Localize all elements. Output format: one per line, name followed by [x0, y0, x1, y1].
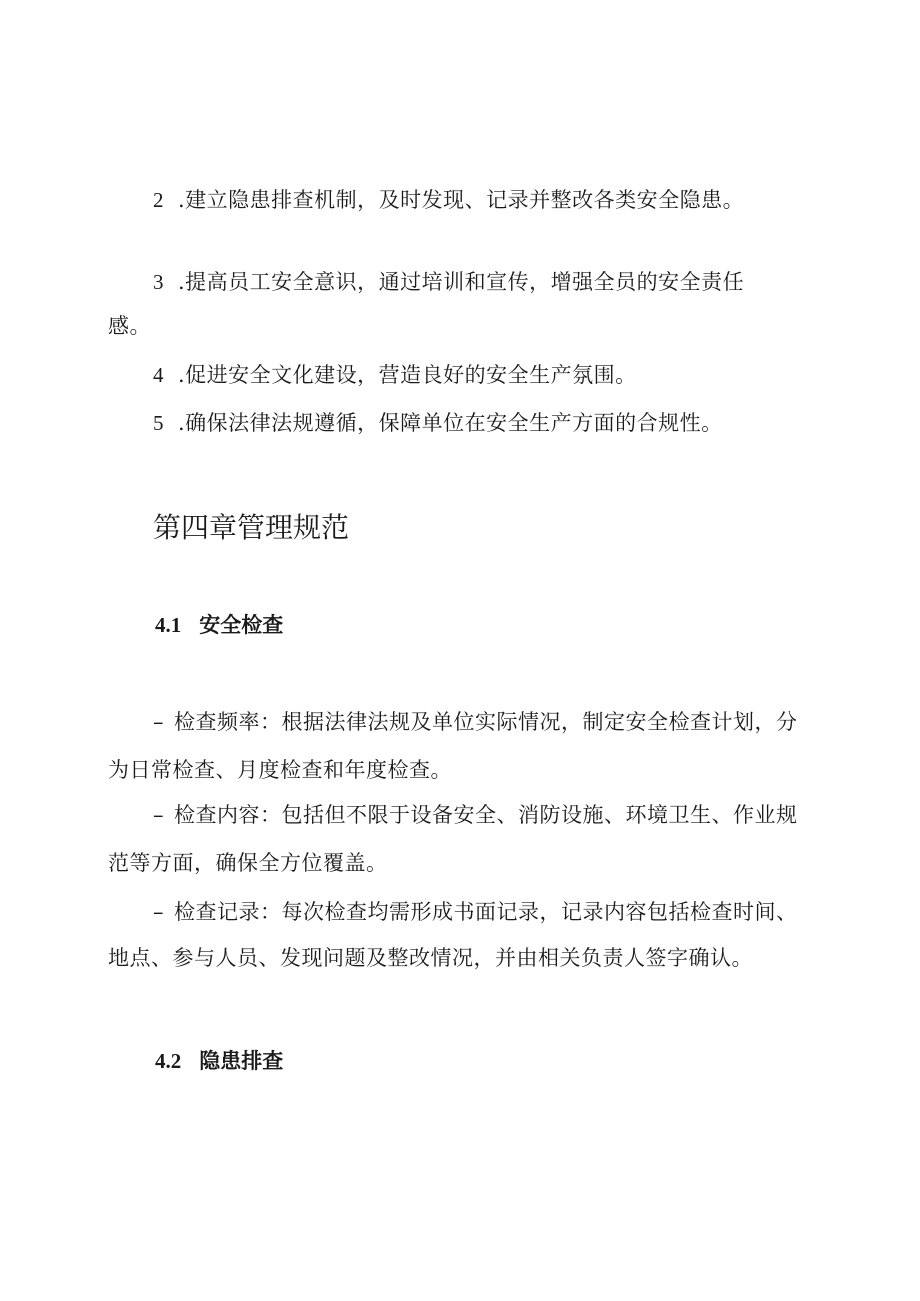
bullet-item — [153, 801, 798, 829]
bullet-text: 检查记录：每次检查均需形成书面记录，记录内容包括检查时间、 — [174, 900, 798, 924]
section-number: 4.1 — [155, 613, 182, 637]
bullet-text-continuation: 为日常检查、月度检查和年度检查。 — [108, 758, 452, 782]
item-text: .提高员工安全意识，通过培训和宣传，增强全员的安全责任 — [178, 270, 745, 294]
item-number: 2 — [153, 188, 164, 212]
item-number: 3 — [153, 270, 164, 294]
bullet-item — [153, 708, 798, 736]
item-text-continuation: 感。 — [108, 314, 151, 338]
bullet-text: 检查频率：根据法律法规及单位实际情况，制定安全检查计划，分 — [174, 710, 798, 734]
list-item — [153, 361, 637, 389]
item-text: .确保法律法规遵循，保障单位在安全生产方面的合规性。 — [178, 411, 723, 435]
bullet-text-continuation: 地点、参与人员、发现问题及整改情况，并由相关负责人签字确认。 — [108, 946, 753, 970]
bullet-continuation — [108, 944, 753, 972]
section-heading — [155, 1047, 283, 1075]
dash-marker: – — [153, 710, 164, 734]
list-item-continuation — [108, 312, 151, 340]
bullet-item — [153, 898, 798, 926]
list-item — [153, 409, 723, 437]
bullet-continuation — [108, 756, 452, 784]
section-heading — [155, 611, 283, 639]
dash-marker: – — [153, 803, 164, 827]
item-number: 4 — [153, 363, 164, 387]
dash-marker: – — [153, 900, 164, 924]
bullet-text-continuation: 范等方面，确保全方位覆盖。 — [108, 851, 388, 875]
chapter-title: 第四章管理规范 — [153, 511, 350, 544]
section-number: 4.2 — [155, 1049, 182, 1073]
bullet-text: 检查内容：包括但不限于设备安全、消防设施、环境卫生、作业规 — [174, 803, 798, 827]
item-text: .建立隐患排查机制，及时发现、记录并整改各类安全隐患。 — [178, 188, 745, 212]
list-item — [153, 186, 744, 214]
item-text: .促进安全文化建设，营造良好的安全生产氛围。 — [178, 363, 637, 387]
section-title: 隐患排查 — [199, 1048, 284, 1073]
bullet-continuation — [108, 849, 388, 877]
section-title: 安全检查 — [199, 612, 284, 637]
item-number: 5 — [153, 411, 164, 435]
list-item — [153, 268, 744, 296]
